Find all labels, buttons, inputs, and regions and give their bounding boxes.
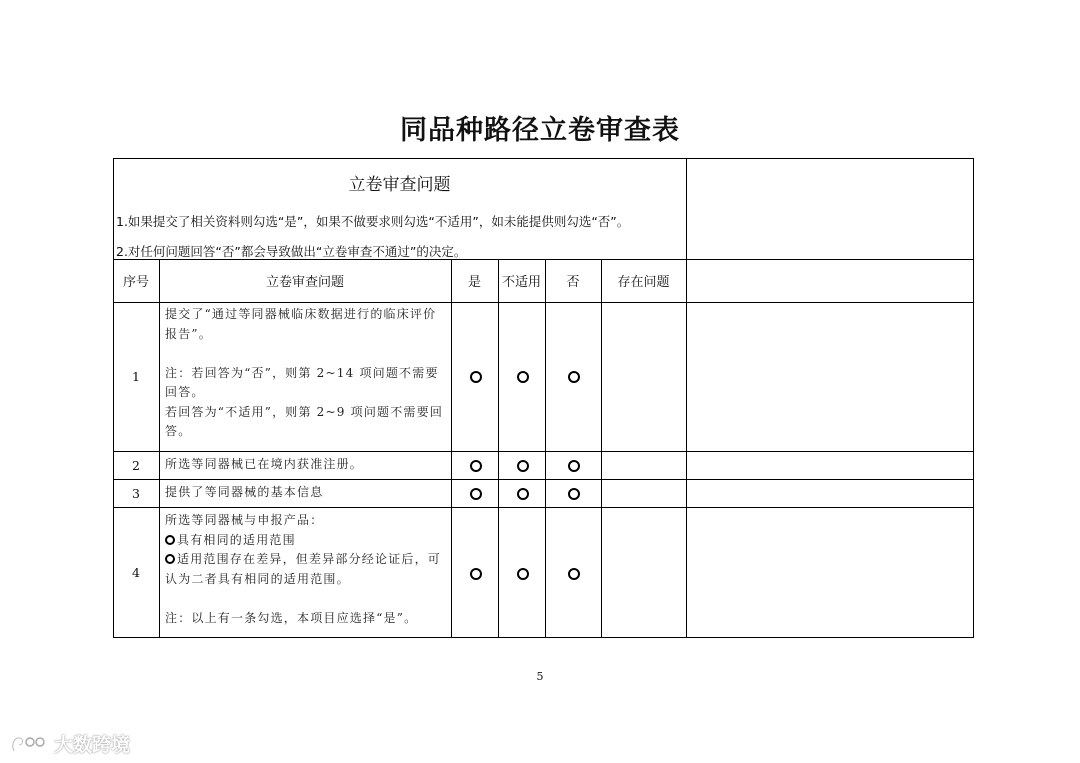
row-1-question: [165, 305, 449, 442]
row-4-option-1: [165, 531, 449, 551]
watermark: [10, 730, 130, 757]
row-1-no-radio[interactable]: [568, 371, 580, 383]
row-1-yes-radio[interactable]: [470, 371, 482, 383]
col-divider: [451, 259, 452, 638]
row-2-no-radio[interactable]: [568, 460, 580, 472]
row-divider: [113, 302, 974, 303]
row-4-na-radio[interactable]: [517, 568, 529, 580]
row-4-yes-radio[interactable]: [470, 568, 482, 580]
option-radio-icon[interactable]: [165, 535, 175, 545]
header-question: 立卷审查问题: [265, 275, 344, 290]
row-1-line-3: 注：若回答为“否”，则第 2~14 项问题不需要回答。: [165, 365, 439, 399]
row-4-option-1-label: 具有相同的适用范围: [177, 532, 296, 547]
header-no-answer: 否: [566, 275, 580, 290]
row-3-yes-radio[interactable]: [470, 488, 482, 500]
row-1-na-radio[interactable]: [517, 371, 529, 383]
row-divider: [113, 479, 974, 480]
col-divider: [498, 259, 499, 638]
row-2-number: 2: [132, 457, 140, 473]
row-3-line-1: 提供了等同器械的基本信息: [165, 485, 324, 499]
row-2-na-radio[interactable]: [517, 460, 529, 472]
watermark-text: 大数跨境: [54, 734, 131, 756]
col-divider: [159, 259, 160, 638]
page-number: 5: [536, 670, 544, 683]
row-4-line-1: 所选等同器械与申报产品：: [165, 513, 324, 527]
row-3-number: 3: [132, 485, 140, 501]
row-4-option-2: [165, 550, 449, 589]
instruction-1: 1.如果提交了相关资料则勾选“是”，如果不做要求则勾选“不适用”，如未能提供则勾选“否”。: [116, 214, 630, 229]
header-yes: 是: [467, 275, 481, 290]
header-no: 序号: [122, 275, 149, 290]
row-divider: [113, 451, 974, 452]
instruction-2: 2.对任何问题回答“否”都会导致做出“立卷审查不通过”的决定。: [116, 244, 467, 259]
row-2-question: [165, 455, 449, 475]
header-issues: 存在问题: [617, 275, 670, 290]
row-3-question: [165, 483, 449, 503]
row-4-no-radio[interactable]: [568, 568, 580, 580]
row-1-spacer: [165, 344, 449, 364]
row-4-question: [165, 511, 449, 628]
row-2-line-1: 所选等同器械已在境内获准注册。: [165, 457, 364, 471]
row-4-spacer: [165, 589, 449, 609]
col-divider: [545, 259, 546, 638]
row-divider: [113, 507, 974, 508]
row-4-option-2-label: 适用范围存在差异，但差异部分经论证后，可认为二者具有相同的适用范围。: [165, 552, 442, 586]
row-2-yes-radio[interactable]: [470, 460, 482, 472]
row-4-number: 4: [132, 565, 140, 580]
intro-heading: 立卷审查问题: [348, 175, 451, 195]
row-1-line-1: 提交了“通过等同器械临床数据进行的临床评价报告”。: [165, 307, 437, 341]
row-1-number: 1: [132, 369, 140, 384]
row-1-line-4: 若回答为“不适用”，则第 2~9 项问题不需要回答。: [165, 404, 444, 438]
header-na: 不适用: [501, 275, 541, 290]
col-divider: [601, 259, 602, 638]
document-title: 同品种路径立卷审查表: [400, 115, 680, 146]
row-3-no-radio[interactable]: [568, 488, 580, 500]
row-4-note: 注：以上有一条勾选，本项目应选择“是”。: [165, 610, 418, 625]
watermark-logo-icon: [10, 733, 48, 755]
row-3-na-radio[interactable]: [517, 488, 529, 500]
option-radio-icon[interactable]: [165, 554, 175, 564]
col-divider: [686, 158, 687, 638]
